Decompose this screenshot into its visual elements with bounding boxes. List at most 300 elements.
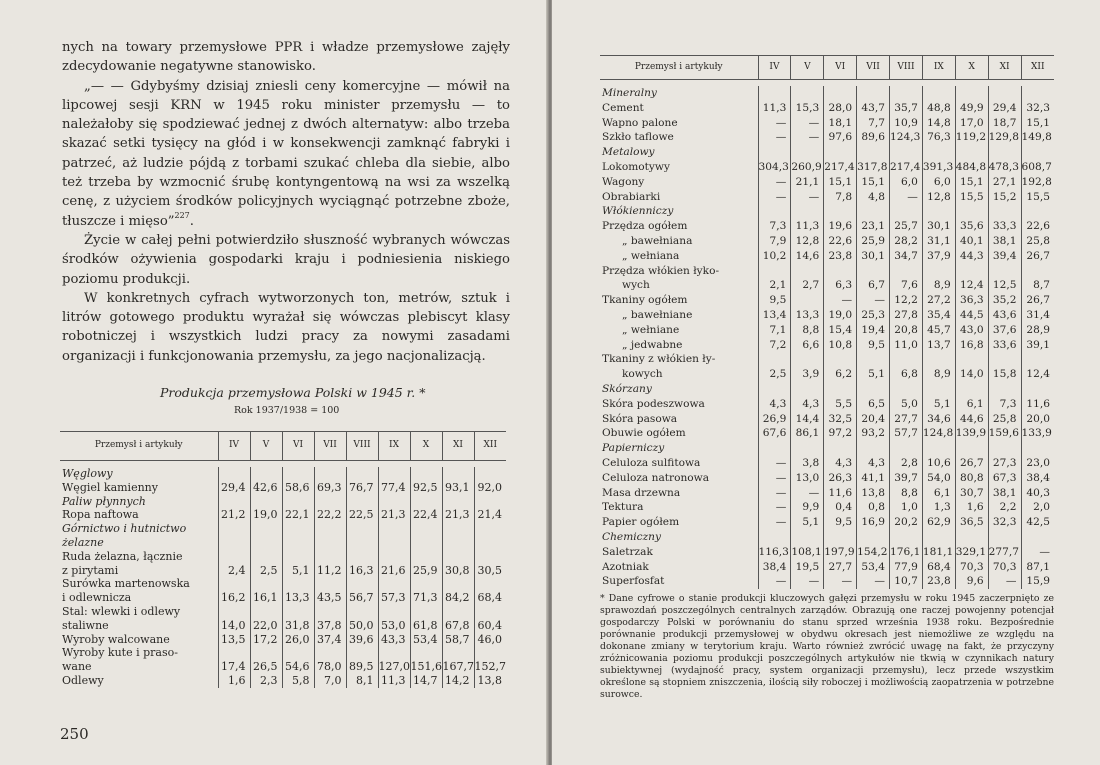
- value-cell: 152,7: [474, 660, 506, 674]
- value-cell: 7,3: [988, 397, 1021, 412]
- right-page: [552, 0, 1100, 765]
- value-cell: [955, 352, 988, 367]
- paragraph: „— — Gdybyśmy dzisiaj zniesli ceny komercyjne — mówił na lipcowej sesji KRN w 1945 roku minister przemysłu — to należałoby się spodziewać jednej z dwóch alternatyw: albo trzeba skazać setki tysięcy na głód i w konsekwencji zamknąć fabryki i patrzeć, aż ludzie pójdą z torbami szukać chleba dla siebie, albo też trzeba by wzmocnić śrubę kontyngentową na wsi za wszelką cenę, z użyciem środków policyjnych wyciągnąć potrzebne zboże, tłuszcze i mięso”$^{227}$.: [62, 78, 510, 229]
- value-cell: 10,6: [922, 456, 955, 471]
- value-cell: [346, 605, 378, 619]
- value-cell: 7,1: [758, 323, 791, 338]
- value-cell: 13,0: [791, 471, 824, 486]
- row-label: Węglowy: [62, 467, 113, 480]
- value-cell: 93,2: [857, 426, 890, 441]
- value-cell: [250, 522, 282, 536]
- value-cell: 97,6: [824, 130, 857, 145]
- value-cell: 31,4: [1021, 308, 1054, 323]
- row-label: Odlewy: [62, 673, 104, 687]
- value-cell: [218, 536, 250, 550]
- header-cell: X: [955, 56, 988, 80]
- value-cell: 0,8: [857, 500, 890, 515]
- value-cell: 39,1: [1021, 338, 1054, 353]
- value-cell: [474, 536, 506, 550]
- table-row: [60, 577, 506, 591]
- value-cell: 22,0: [250, 619, 282, 633]
- value-cell: [218, 467, 250, 481]
- value-cell: 1,6: [955, 500, 988, 515]
- value-cell: 192,8: [1021, 175, 1054, 190]
- value-cell: 23,1: [857, 219, 890, 234]
- value-cell: 97,2: [824, 426, 857, 441]
- value-cell: [218, 605, 250, 619]
- value-cell: 0,4: [824, 500, 857, 515]
- value-cell: 6,1: [955, 397, 988, 412]
- value-cell: —: [890, 190, 923, 205]
- table-row: [60, 591, 506, 605]
- table-row: [600, 515, 1054, 530]
- value-cell: 17,4: [218, 660, 250, 674]
- value-cell: 260,9: [791, 160, 824, 175]
- production-table-right: [600, 55, 1054, 701]
- value-cell: 7,7: [857, 116, 890, 131]
- table-row: [600, 293, 1054, 308]
- table-row: [60, 646, 506, 660]
- value-cell: 32,5: [824, 412, 857, 427]
- value-cell: 30,7: [955, 486, 988, 501]
- value-cell: 25,9: [410, 564, 442, 578]
- value-cell: 151,6: [410, 660, 442, 674]
- value-cell: 1,0: [890, 500, 923, 515]
- value-cell: [955, 441, 988, 456]
- value-cell: —: [791, 574, 824, 589]
- value-cell: [890, 204, 923, 219]
- row-label: Przędza włókien łyko-: [602, 264, 720, 277]
- value-cell: —: [758, 500, 791, 515]
- value-cell: 2,1: [758, 278, 791, 293]
- value-cell: 9,9: [791, 500, 824, 515]
- footnote-ref: 227: [174, 210, 190, 220]
- value-cell: [890, 86, 923, 101]
- row-label: staliwne: [62, 618, 109, 632]
- table-row: [600, 175, 1054, 190]
- value-cell: 43,3: [378, 633, 410, 647]
- value-cell: 8,8: [791, 323, 824, 338]
- value-cell: [378, 495, 410, 509]
- row-label: Przędza ogółem: [602, 220, 688, 233]
- value-cell: [988, 352, 1021, 367]
- value-cell: 25,9: [857, 234, 890, 249]
- value-cell: [824, 530, 857, 545]
- value-cell: 176,1: [890, 545, 923, 560]
- value-cell: 70,3: [988, 560, 1021, 575]
- table-row: [600, 101, 1054, 116]
- table-row: [600, 352, 1054, 367]
- value-cell: [824, 441, 857, 456]
- value-cell: [378, 467, 410, 481]
- value-cell: 35,4: [922, 308, 955, 323]
- value-cell: [474, 522, 506, 536]
- value-cell: 25,3: [857, 308, 890, 323]
- row-label: Tektura: [602, 501, 644, 514]
- value-cell: [922, 145, 955, 160]
- value-cell: [442, 536, 474, 550]
- value-cell: 14,6: [791, 249, 824, 264]
- value-cell: 16,3: [346, 564, 378, 578]
- value-cell: 43,5: [314, 591, 346, 605]
- value-cell: 159,6: [988, 426, 1021, 441]
- value-cell: 44,3: [955, 249, 988, 264]
- value-cell: 19,6: [824, 219, 857, 234]
- table-row: [60, 619, 506, 633]
- value-cell: 133,9: [1021, 426, 1054, 441]
- value-cell: [442, 495, 474, 509]
- row-label: Stal: wlewki i odlewy: [62, 604, 181, 618]
- value-cell: 21,4: [474, 508, 506, 522]
- row-label: Cement: [602, 101, 644, 114]
- value-cell: 15,1: [857, 175, 890, 190]
- row-label: Wyroby kute i praso-: [62, 646, 178, 660]
- value-cell: 58,6: [282, 481, 314, 495]
- value-cell: 17,2: [250, 633, 282, 647]
- value-cell: 23,8: [824, 249, 857, 264]
- value-cell: 15,1: [1021, 116, 1054, 131]
- value-cell: [791, 86, 824, 101]
- value-cell: 26,7: [955, 456, 988, 471]
- value-cell: 37,8: [314, 619, 346, 633]
- value-cell: 12,4: [955, 278, 988, 293]
- value-cell: —: [988, 574, 1021, 589]
- value-cell: [1021, 352, 1054, 367]
- value-cell: —: [758, 456, 791, 471]
- value-cell: 19,5: [791, 560, 824, 575]
- value-cell: 277,7: [988, 545, 1021, 560]
- value-cell: 25,8: [1021, 234, 1054, 249]
- value-cell: [1021, 441, 1054, 456]
- value-cell: [474, 605, 506, 619]
- value-cell: 53,0: [378, 619, 410, 633]
- production-table-left: [60, 431, 506, 688]
- value-cell: 39,6: [346, 633, 378, 647]
- value-cell: [824, 204, 857, 219]
- value-cell: [218, 522, 250, 536]
- table-row: [600, 160, 1054, 175]
- value-cell: 19,0: [250, 508, 282, 522]
- row-label: Metalowy: [602, 146, 655, 159]
- value-cell: 15,5: [955, 190, 988, 205]
- row-label: Papierniczy: [602, 442, 665, 455]
- value-cell: 35,2: [988, 293, 1021, 308]
- value-cell: [758, 145, 791, 160]
- value-cell: 2,3: [250, 674, 282, 688]
- value-cell: [314, 522, 346, 536]
- value-cell: 13,3: [282, 591, 314, 605]
- value-cell: 1,6: [218, 674, 250, 688]
- value-cell: 20,2: [890, 515, 923, 530]
- page-number: 250: [60, 725, 89, 743]
- row-label: Celuloza natronowa: [602, 471, 710, 484]
- value-cell: 13,3: [791, 308, 824, 323]
- row-label: z pirytami: [62, 563, 119, 577]
- value-cell: 22,1: [282, 508, 314, 522]
- value-cell: 26,3: [824, 471, 857, 486]
- value-cell: 116,3: [758, 545, 791, 560]
- value-cell: 13,4: [758, 308, 791, 323]
- value-cell: [282, 605, 314, 619]
- value-cell: 61,8: [410, 619, 442, 633]
- value-cell: 11,2: [314, 564, 346, 578]
- value-cell: 15,4: [824, 323, 857, 338]
- table-row: [600, 545, 1054, 560]
- value-cell: 36,5: [955, 515, 988, 530]
- value-cell: [988, 264, 1021, 279]
- value-cell: [1021, 264, 1054, 279]
- value-cell: [410, 522, 442, 536]
- header-cell: VI: [282, 432, 314, 461]
- value-cell: 22,2: [314, 508, 346, 522]
- row-label: Paliw płynnych: [62, 494, 146, 508]
- value-cell: [474, 495, 506, 509]
- value-cell: [857, 530, 890, 545]
- value-cell: [218, 550, 250, 564]
- value-cell: [857, 352, 890, 367]
- value-cell: [442, 467, 474, 481]
- value-cell: 86,1: [791, 426, 824, 441]
- value-cell: 32,3: [988, 515, 1021, 530]
- value-cell: [442, 550, 474, 564]
- value-cell: 68,4: [922, 560, 955, 575]
- value-cell: —: [758, 574, 791, 589]
- header-cell: IX: [378, 432, 410, 461]
- value-cell: 8,9: [922, 367, 955, 382]
- value-cell: 15,3: [791, 101, 824, 116]
- value-cell: 57,7: [890, 426, 923, 441]
- value-cell: [250, 646, 282, 660]
- value-cell: 15,1: [955, 175, 988, 190]
- value-cell: 391,3: [922, 160, 955, 175]
- header-cell: VIII: [346, 432, 378, 461]
- value-cell: 77,9: [890, 560, 923, 575]
- header-cell: XII: [1021, 56, 1054, 80]
- value-cell: 30,1: [857, 249, 890, 264]
- value-cell: [346, 536, 378, 550]
- row-label: „ jedwabne: [622, 338, 683, 351]
- row-label: Saletrzak: [602, 545, 653, 558]
- value-cell: [988, 86, 1021, 101]
- value-cell: 57,3: [378, 591, 410, 605]
- row-label: wych: [622, 279, 650, 292]
- value-cell: [955, 264, 988, 279]
- value-cell: [442, 646, 474, 660]
- value-cell: 2,4: [218, 564, 250, 578]
- table-row: [600, 560, 1054, 575]
- value-cell: [218, 646, 250, 660]
- row-label: Ropa naftowa: [62, 508, 139, 522]
- value-cell: [250, 467, 282, 481]
- value-cell: —: [758, 515, 791, 530]
- value-cell: [442, 522, 474, 536]
- value-cell: 12,2: [890, 293, 923, 308]
- value-cell: 8,7: [1021, 278, 1054, 293]
- value-cell: 8,8: [890, 486, 923, 501]
- value-cell: [346, 495, 378, 509]
- paragraph: Życie w całej pełni potwierdziło słuszność wybranych wówczas środków ożywienia gospodarki kraju i podniesienia niskiego poziomu produkcji.: [62, 232, 510, 287]
- value-cell: 28,0: [824, 101, 857, 116]
- value-cell: 71,3: [410, 591, 442, 605]
- value-cell: [824, 352, 857, 367]
- table-row: [600, 338, 1054, 353]
- value-cell: [474, 550, 506, 564]
- header-cell: VI: [824, 56, 857, 80]
- value-cell: 41,1: [857, 471, 890, 486]
- value-cell: [791, 441, 824, 456]
- value-cell: [282, 646, 314, 660]
- value-cell: 14,8: [922, 116, 955, 131]
- table-row: [600, 323, 1054, 338]
- value-cell: 608,7: [1021, 160, 1054, 175]
- table-row: [600, 190, 1054, 205]
- table-row: [600, 397, 1054, 412]
- table-row: [600, 471, 1054, 486]
- value-cell: 15,9: [1021, 574, 1054, 589]
- row-label: Masa drzewna: [602, 486, 681, 499]
- value-cell: —: [758, 175, 791, 190]
- value-cell: 67,8: [442, 619, 474, 633]
- value-cell: 16,1: [250, 591, 282, 605]
- table-row: [600, 500, 1054, 515]
- row-label: Azotniak: [602, 560, 649, 573]
- value-cell: [824, 264, 857, 279]
- value-cell: 11,3: [758, 101, 791, 116]
- value-cell: 2,8: [890, 456, 923, 471]
- value-cell: [378, 550, 410, 564]
- value-cell: [890, 441, 923, 456]
- table-subcaption: Rok 1937/1938 = 100: [234, 405, 340, 416]
- value-cell: 12,5: [988, 278, 1021, 293]
- table-row: [600, 412, 1054, 427]
- value-cell: 14,7: [410, 674, 442, 688]
- value-cell: [922, 530, 955, 545]
- row-label: Wapno palone: [602, 116, 678, 129]
- value-cell: 6,3: [824, 278, 857, 293]
- value-cell: 67,3: [988, 471, 1021, 486]
- value-cell: 4,3: [758, 397, 791, 412]
- body-text: [62, 38, 510, 366]
- row-label: Skóra podeszwowa: [602, 397, 705, 410]
- value-cell: [988, 382, 1021, 397]
- value-cell: 31,1: [922, 234, 955, 249]
- row-label: Węgiel kamienny: [62, 480, 158, 494]
- value-cell: 7,0: [314, 674, 346, 688]
- value-cell: [282, 536, 314, 550]
- value-cell: [250, 495, 282, 509]
- value-cell: 40,1: [955, 234, 988, 249]
- value-cell: 42,5: [1021, 515, 1054, 530]
- value-cell: 6,5: [857, 397, 890, 412]
- value-cell: 6,8: [890, 367, 923, 382]
- value-cell: [282, 495, 314, 509]
- table-row: [600, 367, 1054, 382]
- value-cell: 87,1: [1021, 560, 1054, 575]
- value-cell: 13,8: [474, 674, 506, 688]
- value-cell: 16,2: [218, 591, 250, 605]
- value-cell: [1021, 145, 1054, 160]
- value-cell: 18,1: [824, 116, 857, 131]
- value-cell: 23,8: [922, 574, 955, 589]
- value-cell: [442, 577, 474, 591]
- value-cell: 13,8: [857, 486, 890, 501]
- value-cell: 32,3: [1021, 101, 1054, 116]
- value-cell: 6,2: [824, 367, 857, 382]
- header-cell: IV: [218, 432, 250, 461]
- value-cell: 38,4: [758, 560, 791, 575]
- value-cell: 43,7: [857, 101, 890, 116]
- value-cell: [922, 264, 955, 279]
- value-cell: 40,3: [1021, 486, 1054, 501]
- value-cell: 22,5: [346, 508, 378, 522]
- value-cell: 11,3: [791, 219, 824, 234]
- value-cell: [218, 495, 250, 509]
- value-cell: [474, 577, 506, 591]
- value-cell: [314, 605, 346, 619]
- value-cell: 26,9: [758, 412, 791, 427]
- value-cell: 5,1: [922, 397, 955, 412]
- table-row: [600, 441, 1054, 456]
- value-cell: 6,1: [922, 486, 955, 501]
- table-row: [600, 278, 1054, 293]
- value-cell: [955, 145, 988, 160]
- value-cell: [791, 530, 824, 545]
- paragraph: nych na towary przemysłowe PPR i władze przemysłowe zajęły zdecydowanie negatywne stanowisko.: [62, 40, 510, 75]
- value-cell: 69,3: [314, 481, 346, 495]
- value-cell: 12,4: [1021, 367, 1054, 382]
- value-cell: 5,1: [282, 564, 314, 578]
- value-cell: 53,4: [410, 633, 442, 647]
- value-cell: [857, 264, 890, 279]
- value-cell: [758, 204, 791, 219]
- value-cell: 6,0: [890, 175, 923, 190]
- row-label: Superfosfat: [602, 575, 665, 588]
- value-cell: 92,5: [410, 481, 442, 495]
- row-label: Obrabiarki: [602, 190, 661, 203]
- value-cell: 19,0: [824, 308, 857, 323]
- row-label: kowych: [622, 368, 663, 381]
- value-cell: [1021, 382, 1054, 397]
- value-cell: 53,4: [857, 560, 890, 575]
- header-cell: IV: [758, 56, 791, 80]
- table-row: [600, 204, 1054, 219]
- value-cell: [955, 86, 988, 101]
- value-cell: 10,9: [890, 116, 923, 131]
- value-cell: —: [791, 190, 824, 205]
- value-cell: 217,4: [824, 160, 857, 175]
- row-label: Górnictwo i hutnictwo: [62, 522, 187, 536]
- row-label: Chemiczny: [602, 530, 661, 543]
- value-cell: [314, 550, 346, 564]
- value-cell: 13,7: [922, 338, 955, 353]
- value-cell: 22,6: [1021, 219, 1054, 234]
- row-label: Ruda żelazna, łącznie: [62, 549, 183, 563]
- value-cell: 37,9: [922, 249, 955, 264]
- value-cell: [282, 467, 314, 481]
- value-cell: 45,7: [922, 323, 955, 338]
- value-cell: [988, 441, 1021, 456]
- value-cell: —: [758, 471, 791, 486]
- value-cell: 28,9: [1021, 323, 1054, 338]
- value-cell: 30,5: [474, 564, 506, 578]
- value-cell: 10,7: [890, 574, 923, 589]
- value-cell: [955, 204, 988, 219]
- value-cell: 15,5: [1021, 190, 1054, 205]
- value-cell: 28,2: [890, 234, 923, 249]
- table-row: [60, 550, 506, 564]
- value-cell: 3,9: [791, 367, 824, 382]
- value-cell: 27,7: [890, 412, 923, 427]
